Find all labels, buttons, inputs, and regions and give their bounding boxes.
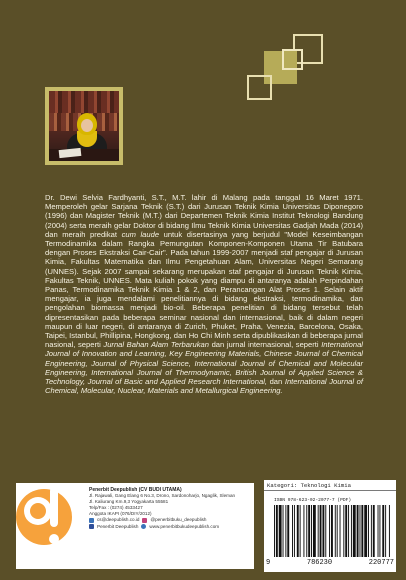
publisher-email[interactable]: cs@deepublish.co.id xyxy=(97,517,140,523)
barcode-digits xyxy=(266,559,394,567)
contact-row-2 xyxy=(89,524,254,530)
bio-text-3: dan jurnal internasional, seperti xyxy=(208,340,322,350)
publisher-website[interactable]: www.penerbitbukudeepublish.com xyxy=(149,523,220,529)
barcode xyxy=(274,505,390,557)
isbn-number: ISBN 978-623-02-2077-7 (PDF) xyxy=(274,498,352,503)
publisher-card xyxy=(16,483,254,569)
decor-square-small xyxy=(247,75,272,100)
instagram-icon xyxy=(142,518,147,523)
author-photo-frame xyxy=(45,87,123,165)
bio-text-1: Dr. Dewi Selvia Fardhyanti, S.T., M.T. lahir di Malang pada tanggal 16 Maret 1971. Memperoleh gelar Sarjana Teknik (S.T.) dari Jurusan Teknik Kimia Universitas Diponegoro (1996) dan Magister Teknik (M.T.) dari Departemen Teknik Kimia Institut Teknologi Bandung (2004) serta meraih gelar Doktor di bidang Ilmu Teknik Kimia Universitas Gadjah Mada (2014) dan meraih predikat xyxy=(45,193,363,239)
email-icon xyxy=(89,518,94,523)
publisher-address-1: Jl. Rajawali, Gang Elang 6 No.3, Drono, Sardonoharjo, Ngaglik, Sleman xyxy=(89,493,236,499)
isbn-box xyxy=(264,480,396,572)
author-photo xyxy=(49,91,119,161)
publisher-phone: Telp/Fax : (0274) 4533427 xyxy=(89,505,143,511)
decor-square-medium xyxy=(282,49,303,70)
publisher-info xyxy=(89,487,254,530)
bio-text-2: untuk disertasinya yang berjudul "Model Keseimbangan Termodinamika dalam Rangka Pemungutan Komponen-Komponen Utama Tir Batubara dengan Proses Ekstraksi Cair-Cair". Pada tahun 1999-2007 menjadi staf pengajar di Jurusan Kimia, Fakultas Matematika dan Ilmu Pengetahuan Alam, Universitas Negeri Semarang (UNNES). Sejak 2007 sampai sekarang merupakan staf pengajar di Jurusan Teknik Kimia, Fakultas Teknik, UNNES. Mata kuliah pokok yang diampu di antaranya adalah Perpindahan Panas, Termodinamika Teknik Kimia 1 & 2, dan Perancangan Alat Proses 1. Selain aktif mengajar, ia juga mendalami penelitiannya di bidang ekstraksi, termodinamika, dan pengolahan biomassa menjadi bio-oil. Beberapa penelitian di bidang tersebut telah dipresentasikan pada beberapa seminar nasional dan internasional, baik di dalam negeri maupun di luar negeri, di antaranya di Zurich, Phuket, Praha, Venezia, Barcelona, Osaka, Taipei, Istanbul, Phillipina, Hongkong, dan Ho Chi Minh serta dipublikasikan di beberapa jurnal nasional, seperti xyxy=(45,229,363,350)
deepublish-logo xyxy=(14,481,78,553)
publisher-name: Penerbit Deepublish (CV BUDI UTAMA) xyxy=(89,487,182,493)
bio-journal-national: Jurnal Bahan Alam Terbarukan xyxy=(103,340,209,350)
facebook-icon xyxy=(89,524,94,529)
globe-icon xyxy=(141,524,146,529)
barcode-digits-right: 220777 xyxy=(368,559,394,567)
publisher-instagram[interactable]: @penerbitbuku_deepublish xyxy=(150,517,207,523)
bio-text-4: dan xyxy=(267,377,285,387)
book-category: Kategori: Teknologi Kimia xyxy=(264,480,396,491)
publisher-facebook[interactable]: Penerbit Deepublish xyxy=(97,523,139,529)
publisher-ikapi: Anggota IKAPI (076/DIY/2012) xyxy=(89,511,152,517)
author-biography xyxy=(45,193,363,395)
bio-journals-international: International Journal of Innovation and Learning, Key Engineering Materials, Chinese Journal of Chemical Engineering, Journal of Physical Science, International Journal of Chemical and Molecular Engineering, International Journal of Thermodynamic, British Journal of Applied Science & Technology, Journal of Basic and Applied Research International, xyxy=(45,340,363,387)
bio-journal-last: International Journal of Chemical, Molecular, Nuclear, Materials and Metallurgical Engineering. xyxy=(45,377,363,396)
barcode-digit-lead: 9 xyxy=(266,559,271,567)
publisher-address-2: Jl. Kaliurang Km.9,3 Yogyakarta 55581 xyxy=(89,499,169,505)
barcode-digits-left: 786230 xyxy=(306,559,333,567)
bio-cum-laude: cum laude xyxy=(121,229,160,239)
